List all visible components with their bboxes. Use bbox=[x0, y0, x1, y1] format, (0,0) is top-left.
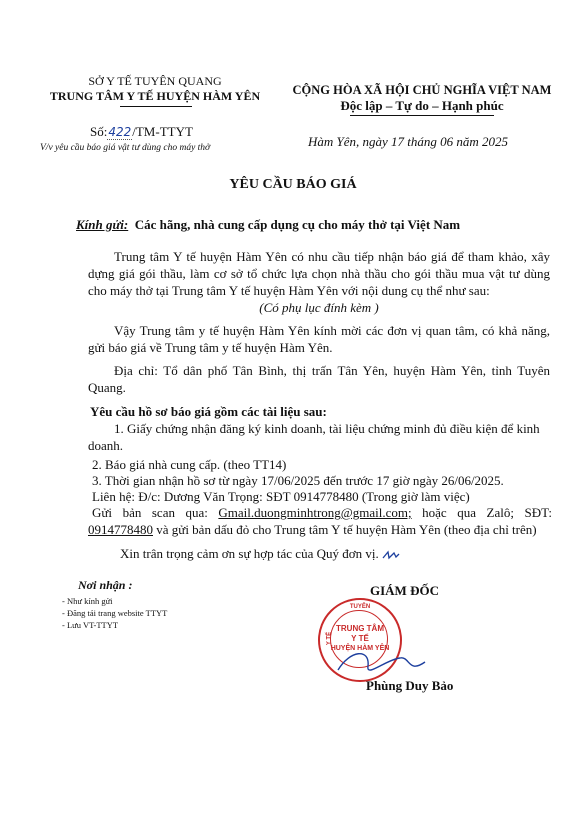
send-instructions: Gửi bản scan qua: Gmail.duongminhtrong@gmail.com; hoặc qua Zalô; SĐT: 0914778480 và gửi bản dấu đỏ cho Trung tâm Y tế huyện Hàm Yên (theo địa chỉ trên) bbox=[88, 505, 552, 537]
subject-ref: V/v yêu cầu báo giá vật tư dùng cho máy thở bbox=[40, 143, 211, 153]
official-seal: TUYÊN Y TẾ TRUNG TÂM Y TẾ HUYỆN HÀM YÊN bbox=[318, 598, 402, 682]
recipients-item: - Đăng tải trang website TTYT bbox=[62, 608, 168, 618]
recipients-label: Nơi nhận : bbox=[78, 578, 133, 592]
recipient-label: Kính gửi: bbox=[76, 217, 129, 232]
initial-scribble-icon bbox=[382, 549, 400, 561]
thanks-line: Xin trân trọng cảm ơn sự hợp tác của Quý đơn vị. bbox=[120, 545, 540, 562]
org-block bbox=[40, 74, 270, 104]
requirement-2: 2. Báo giá nhà cung cấp. (theo TT14) bbox=[92, 457, 287, 472]
annex-note: (Có phụ lục đính kèm ) bbox=[259, 300, 379, 315]
doc-number-handwritten: 422 bbox=[108, 125, 132, 139]
intro-paragraph: Trung tâm Y tế huyện Hàm Yên có nhu cầu tiếp nhận báo giá để tham khảo, xây dựng giá gói thầu, làm cơ sở tổ chức lựa chọn nhà thầu cho gói thầu mua vật tư dùng cho máy thở tại Trung tâm Y tế huyện Hàm Yên với nội dung cụ thể như sau: bbox=[88, 249, 550, 298]
page-title: YÊU CẦU BÁO GIÁ bbox=[229, 177, 357, 192]
requirement-1: 1. Giấy chứng nhận đăng ký kinh doanh, tài liệu chứng minh đủ điều kiện để kinh doanh. bbox=[88, 421, 540, 453]
address-paragraph: Địa chỉ: Tổ dân phố Tân Bình, thị trấn Tân Yên, huyện Hàm Yên, tỉnh Tuyên Quang. bbox=[88, 363, 550, 395]
doc-number: Số:422/TM-TTYT bbox=[90, 124, 193, 139]
recipient-text: Các hãng, nhà cung cấp dụng cụ cho máy thở tại Việt Nam bbox=[134, 217, 461, 232]
requirement-3: 3. Thời gian nhận hồ sơ từ ngày 17/06/2025 đến trước 17 giờ ngày 26/06/2025. bbox=[92, 473, 504, 488]
motto-underline bbox=[350, 115, 494, 116]
recipients-item: - Như kính gửi bbox=[62, 596, 113, 606]
phone-link[interactable]: 0914778480 bbox=[88, 522, 153, 537]
recipients-item: - Lưu VT-TTYT bbox=[62, 620, 119, 630]
contact-line: Liên hệ: Đ/c: Dương Văn Trọng: SĐT 0914778480 (Trong giờ làm việc) bbox=[92, 489, 470, 504]
email-link[interactable]: Gmail.duongminhtrong@gmail.com; bbox=[218, 505, 412, 520]
org-underline bbox=[120, 106, 192, 107]
requirements-heading: Yêu cầu hồ sơ báo giá gồm các tài liệu sau: bbox=[90, 404, 327, 419]
org-parent: SỞ Y TẾ TUYÊN QUANG bbox=[88, 74, 222, 88]
org-name: TRUNG TÂM Y TẾ HUYỆN HÀM YÊN bbox=[49, 89, 261, 103]
recipients-block bbox=[62, 578, 262, 631]
nation-motto: Độc lập – Tự do – Hạnh phúc bbox=[340, 98, 504, 113]
signer-name: Phùng Duy Bảo bbox=[366, 678, 454, 693]
nation-block bbox=[272, 82, 572, 114]
nation-title: CỘNG HÒA XÃ HỘI CHỦ NGHĨA VIỆT NAM bbox=[292, 83, 552, 97]
recipient-line bbox=[76, 217, 460, 233]
invitation-paragraph: Vậy Trung tâm y tế huyện Hàm Yên kính mời các đơn vị quan tâm, có khả năng, gửi báo giá về Trung tâm y tế huyện Hàm Yên. bbox=[88, 323, 550, 355]
signer-role: GIÁM ĐỐC bbox=[370, 583, 439, 598]
place-date: Hàm Yên, ngày 17 tháng 06 năm 2025 bbox=[308, 134, 509, 149]
